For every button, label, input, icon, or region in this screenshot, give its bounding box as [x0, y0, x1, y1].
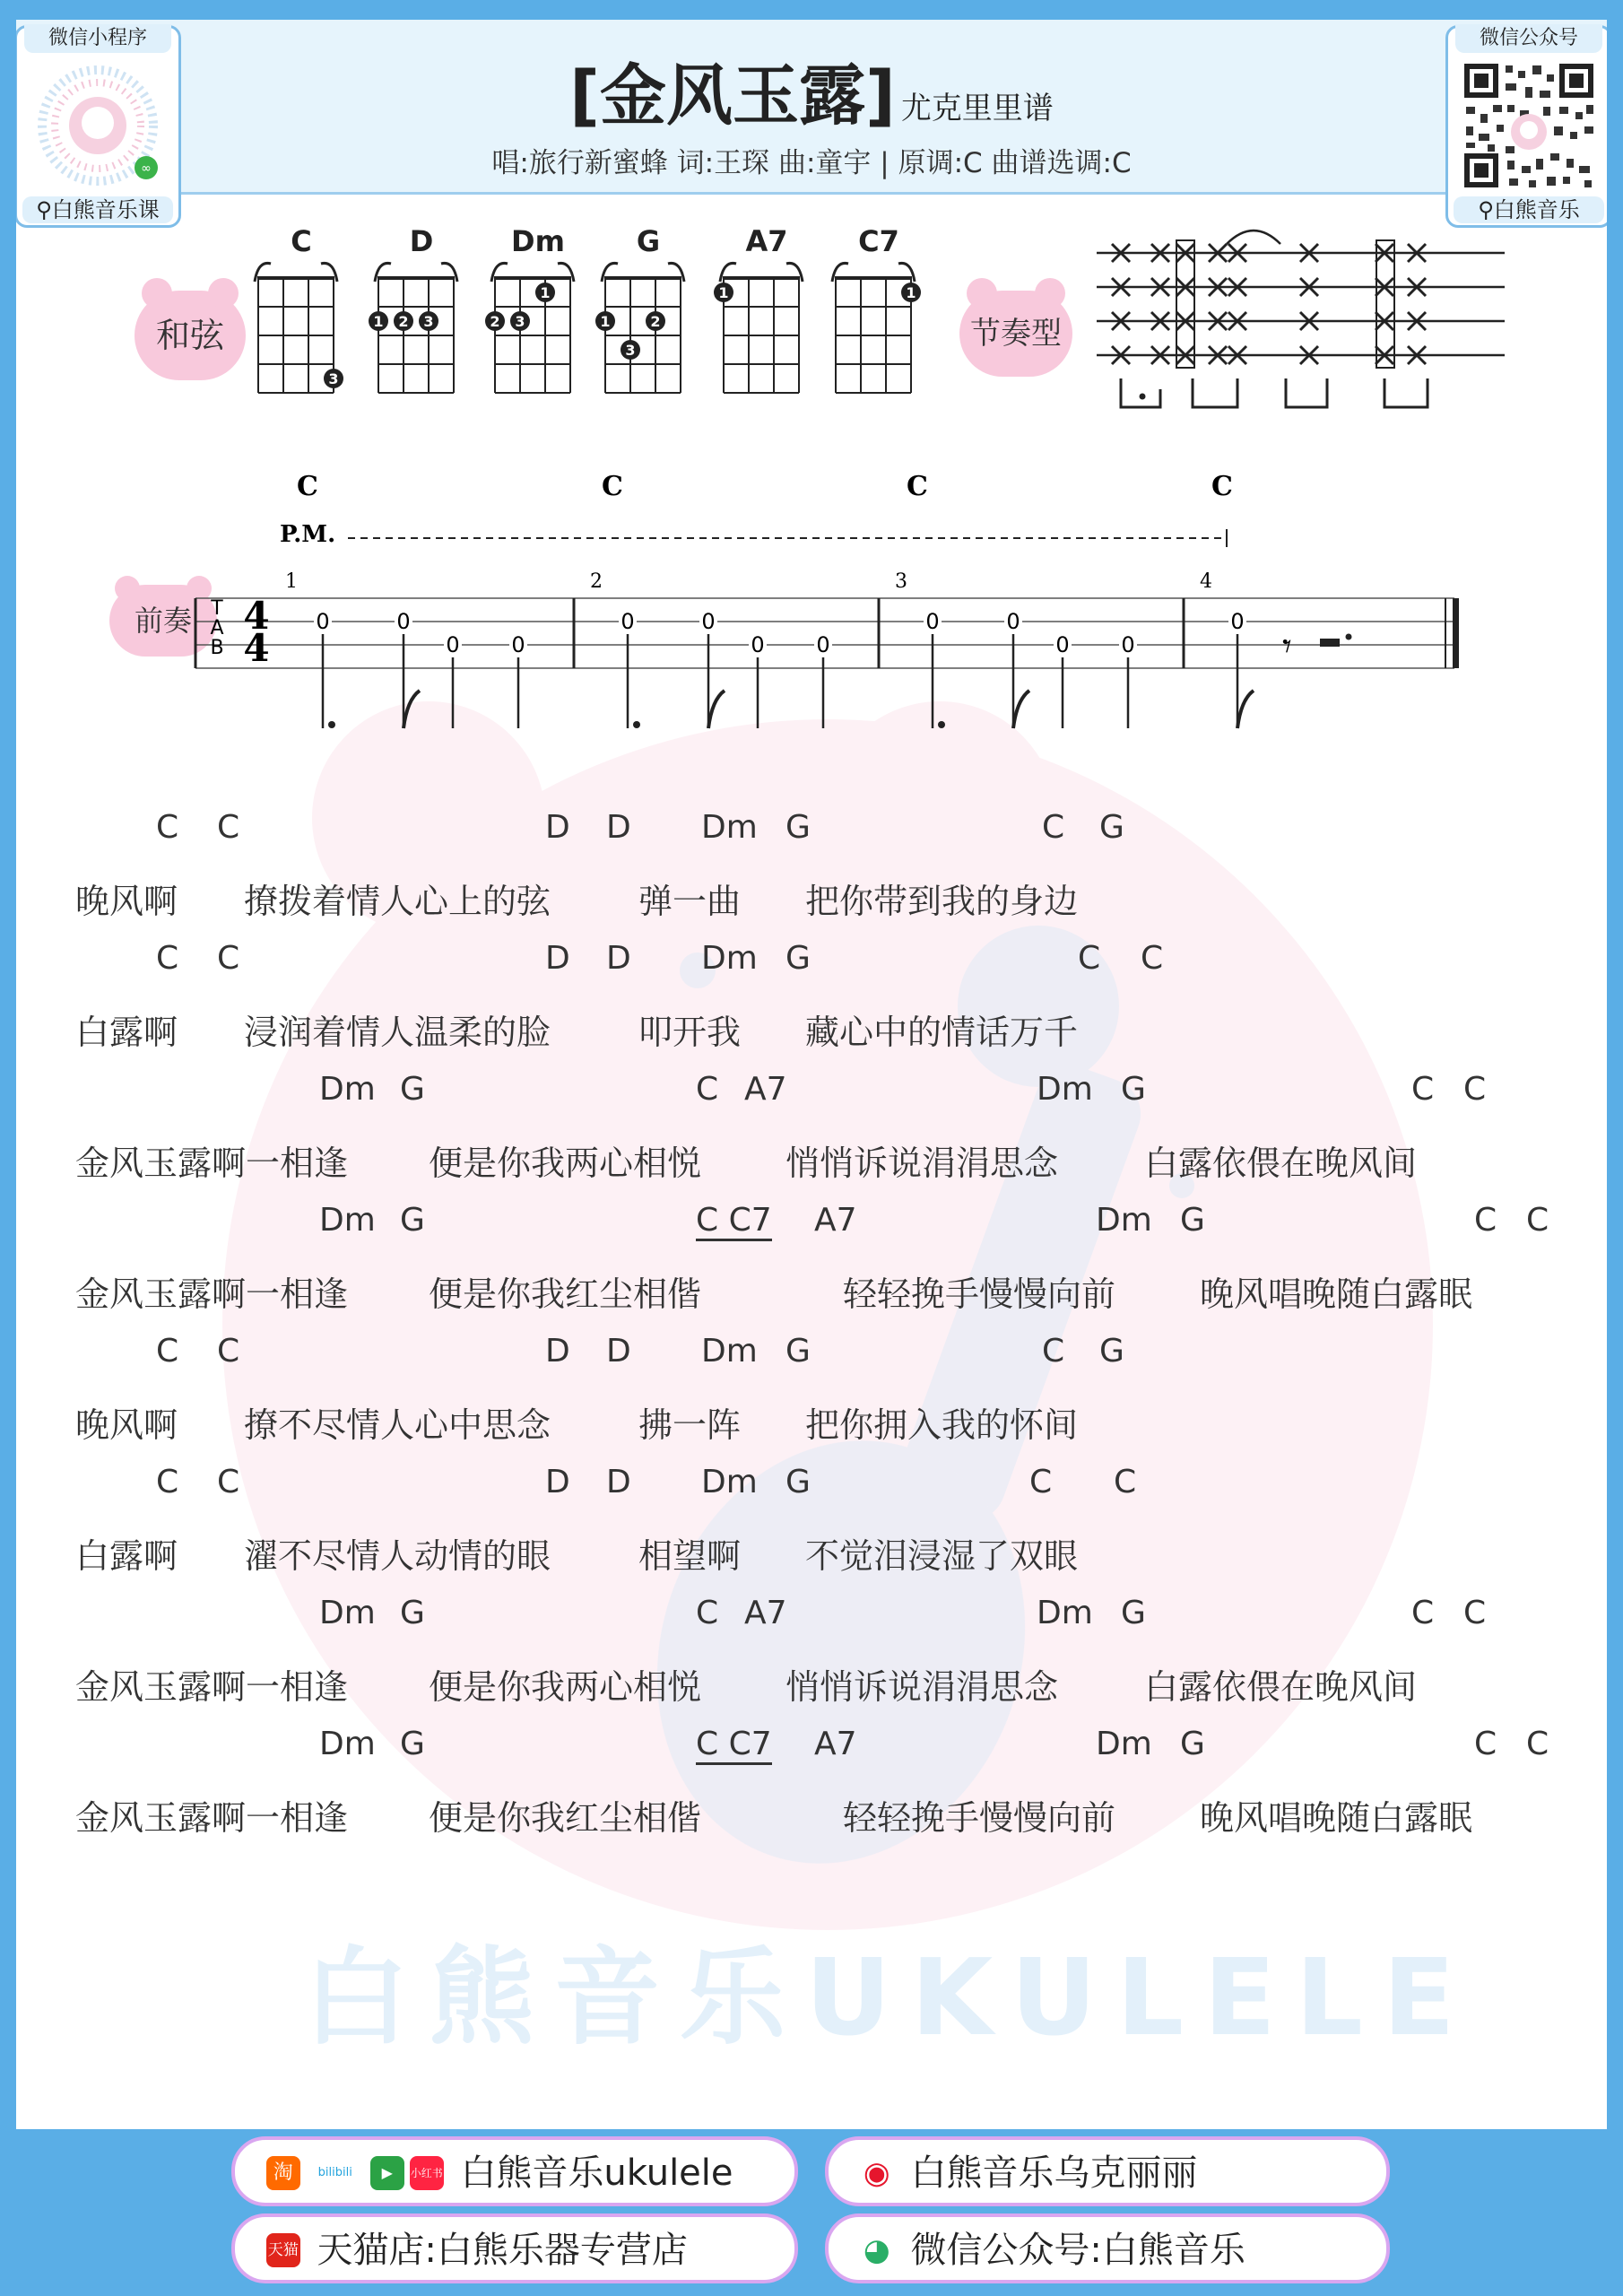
song-chord: C	[1474, 1202, 1497, 1239]
intro-chord: C	[907, 471, 928, 502]
song-chord: C	[1114, 1464, 1137, 1500]
song-chord: D	[545, 1333, 570, 1370]
song-chord: A7	[744, 1595, 787, 1631]
chord-diagram	[825, 255, 925, 398]
bear-ear	[967, 278, 997, 309]
song-chord: Dm	[1037, 1071, 1093, 1108]
social-link-weibo[interactable]: ◉ 白熊音乐乌克丽丽	[825, 2136, 1390, 2206]
svg-text:3: 3	[515, 313, 525, 330]
qr-code-icon	[1461, 60, 1597, 191]
song-chord: C	[217, 1333, 240, 1370]
song-chord: C	[156, 1333, 179, 1370]
bear-ear	[142, 278, 172, 309]
chord-diagram	[368, 255, 468, 398]
song-chord: G	[1099, 1333, 1124, 1370]
svg-text:2: 2	[490, 313, 500, 330]
header	[16, 20, 1607, 195]
svg-text:1: 1	[906, 284, 916, 301]
song-chord: C	[696, 1595, 719, 1631]
footer	[0, 2135, 1623, 2296]
song-chord: Dm	[1096, 1726, 1152, 1762]
song-chord: D	[606, 809, 631, 846]
lyric-phrase: 白露依偎在晚风间	[1144, 1144, 1418, 1183]
intro-label: 前奏	[109, 585, 217, 657]
lyric-phrase: 便是你我两心相悦	[429, 1667, 702, 1707]
lyric-phrase: 金风玉露啊一相逢	[75, 1144, 349, 1183]
search-icon: ⚲	[36, 197, 52, 222]
lyric-phrase: 不觉泪浸湿了双眼	[805, 1536, 1079, 1576]
tab-fret-number: 0	[701, 609, 716, 634]
song-chord: D	[545, 940, 570, 977]
intro-chord: C	[1211, 471, 1233, 502]
lyric-phrase: 便是你我两心相悦	[429, 1144, 702, 1183]
lyric-phrase: 轻轻挽手慢慢向前	[843, 1798, 1116, 1838]
song-chord: C C7	[696, 1726, 772, 1765]
qr-card-footer: ⚲白熊音乐课	[22, 196, 173, 223]
tab-fret-number: 0	[1006, 609, 1020, 634]
social-link-tmall[interactable]: 天猫 天猫店:白熊乐器专营店	[231, 2213, 798, 2283]
song-chord: G	[400, 1202, 425, 1239]
svg-text:3: 3	[423, 313, 434, 330]
lyric-phrase: 相望啊	[638, 1536, 742, 1576]
song-chord: D	[606, 940, 631, 977]
song-chord: C	[156, 809, 179, 846]
lyric-phrase: 晚风啊	[75, 882, 178, 921]
bilibili-icon: bilibili	[306, 2156, 365, 2190]
lyric-phrase: 撩不尽情人心中思念	[244, 1405, 551, 1445]
chord-diagram	[247, 255, 348, 398]
song-chord: C	[1042, 809, 1065, 846]
lyric-phrase: 藏心中的情话万千	[805, 1013, 1079, 1052]
lyric-phrase: 轻轻挽手慢慢向前	[843, 1274, 1116, 1314]
chord-name: A7	[745, 224, 788, 258]
song-chord: C	[1463, 1595, 1487, 1631]
song-chord: Dm	[319, 1726, 376, 1762]
chord-name: G	[636, 224, 661, 258]
tab-letter: T	[211, 597, 223, 620]
lyric-phrase: 金风玉露啊一相逢	[75, 1798, 349, 1838]
intro-chord: C	[602, 471, 623, 502]
chord-diagram	[595, 255, 695, 398]
lyric-phrase: 便是你我红尘相偕	[429, 1798, 702, 1838]
social-link-ukulele[interactable]: 淘 bilibili ▶ 小红书 白熊音乐ukulele	[231, 2136, 798, 2206]
song-chord: Dm	[1096, 1202, 1152, 1239]
lyric-phrase: 晚风啊	[75, 1405, 178, 1445]
svg-text:2: 2	[650, 313, 661, 330]
song-chord: C	[1411, 1595, 1435, 1631]
tab-fret-number: 0	[621, 609, 635, 634]
song-chord: C	[1141, 940, 1164, 977]
chord-name: C7	[858, 224, 899, 258]
song-chord: D	[606, 1464, 631, 1500]
song-chord: C	[1526, 1202, 1549, 1239]
tab-fret-number: 0	[396, 609, 411, 634]
song-chord: C	[1042, 1333, 1065, 1370]
half-rest-icon	[1320, 639, 1340, 647]
tab-fret-number: 0	[751, 632, 765, 657]
song-chord: G	[1121, 1071, 1146, 1108]
page-title: [金风玉露]	[569, 57, 896, 135]
song-chord: C	[217, 940, 240, 977]
song-chord: C	[1463, 1071, 1487, 1108]
song-chord: C	[1078, 940, 1101, 977]
svg-text:1: 1	[600, 313, 611, 330]
lyric-phrase: 把你带到我的身边	[805, 882, 1079, 921]
tab-fret-number: 0	[446, 632, 460, 657]
wechat-icon: ◕	[860, 2233, 894, 2267]
lyric-phrase: 悄悄诉说涓涓思念	[785, 1144, 1059, 1183]
song-chord: C	[1526, 1726, 1549, 1762]
song-chord: G	[1180, 1726, 1205, 1762]
song-chord: Dm	[319, 1071, 376, 1108]
measure-number: 2	[590, 570, 603, 593]
svg-text:∞: ∞	[141, 161, 152, 176]
song-chord: C	[156, 940, 179, 977]
lyric-phrase: 白露依偎在晚风间	[1144, 1667, 1418, 1707]
song-chord: Dm	[1037, 1595, 1093, 1631]
measure-number: 1	[285, 570, 298, 593]
song-chord: G	[785, 1464, 811, 1500]
song-chord: G	[400, 1071, 425, 1108]
lyric-phrase: 拂一阵	[638, 1405, 742, 1445]
svg-text:1: 1	[373, 313, 384, 330]
lyric-phrase: 白露啊	[75, 1013, 178, 1052]
song-chord: Dm	[319, 1595, 376, 1631]
song-chord: A7	[814, 1202, 857, 1239]
song-chord: G	[785, 809, 811, 846]
watermark: 白熊音乐UKULELE	[303, 1935, 1475, 2059]
measure-number: 4	[1200, 570, 1212, 593]
qr-card-header: 微信小程序	[24, 24, 171, 53]
chord-name: C	[291, 224, 312, 258]
rhythm-section-label: 节奏型	[959, 291, 1072, 377]
time-signature: 4	[243, 626, 270, 670]
official-account-qr-card[interactable]	[1445, 25, 1607, 228]
song-chord: G	[785, 940, 811, 977]
tab-letter: B	[210, 637, 224, 659]
song-chord: Dm	[319, 1202, 376, 1239]
social-link-wechat[interactable]: ◕ 微信公众号:白熊音乐	[825, 2213, 1390, 2283]
title-line	[16, 43, 1607, 138]
tab-fret-number: 0	[816, 632, 830, 657]
lyric-phrase: 把你拥入我的怀间	[805, 1405, 1079, 1445]
song-chord: A7	[744, 1071, 787, 1108]
lyric-phrase: 悄悄诉说涓涓思念	[785, 1667, 1059, 1707]
song-chord: A7	[814, 1726, 857, 1762]
svg-text:3: 3	[328, 370, 339, 387]
song-meta: 唱:旅行新蜜蜂 词:王琛 曲:童宇 | 原调:C 曲谱选调:C	[491, 147, 1132, 179]
svg-text:2: 2	[398, 313, 409, 330]
mini-program-qr-card[interactable]	[16, 25, 181, 228]
bear-ear	[1035, 278, 1065, 309]
time-signature: 4	[243, 594, 270, 638]
song-chord: C	[217, 809, 240, 846]
lyric-phrase: 弹一曲	[638, 882, 742, 921]
song-chord: C	[1474, 1726, 1497, 1762]
chord-section-label: 和弦	[135, 291, 246, 380]
tab-fret-number: 0	[925, 609, 940, 634]
chord-name: D	[409, 224, 434, 258]
palm-mute-label: P.M.	[280, 521, 336, 548]
tmall-icon: 天猫	[266, 2233, 300, 2267]
xiaohongshu-icon: 小红书	[410, 2156, 444, 2190]
search-icon: ⚲	[1478, 197, 1494, 222]
song-chord: Dm	[701, 809, 758, 846]
intro-tablature	[16, 459, 1607, 755]
song-chord: G	[1121, 1595, 1146, 1631]
song-chord: D	[606, 1333, 631, 1370]
qr-card-header: 微信公众号	[1455, 24, 1602, 53]
svg-text:3: 3	[625, 342, 636, 359]
song-chord: G	[1180, 1202, 1205, 1239]
lyric-phrase: 叩开我	[638, 1013, 742, 1052]
title-subtitle: 尤克里里谱	[900, 91, 1054, 126]
measure-number: 3	[895, 570, 907, 593]
bear-ear	[208, 278, 239, 309]
song-chord: G	[785, 1333, 811, 1370]
svg-text:1: 1	[718, 284, 729, 301]
song-chord: D	[545, 809, 570, 846]
weibo-icon: ◉	[860, 2156, 894, 2190]
song-chord: C C7	[696, 1202, 772, 1241]
mini-program-code-icon	[30, 60, 166, 191]
chord-name: Dm	[511, 224, 565, 258]
song-chord: G	[1099, 809, 1124, 846]
video-play-icon: ▶	[370, 2156, 404, 2190]
lyric-phrase: 金风玉露啊一相逢	[75, 1667, 349, 1707]
song-chord: C	[1029, 1464, 1053, 1500]
lyric-phrase: 浸润着情人温柔的脸	[244, 1013, 551, 1052]
rhythm-pattern-diagram	[1092, 208, 1514, 423]
lyric-phrase: 撩拨着情人心上的弦	[244, 882, 551, 921]
eighth-rest-icon: 𝄾	[1282, 626, 1292, 667]
svg-text:1: 1	[540, 284, 551, 301]
song-chord: C	[217, 1464, 240, 1500]
tab-letter: A	[210, 617, 224, 639]
tab-fret-number: 0	[1121, 632, 1135, 657]
tab-fret-number: 0	[316, 609, 330, 634]
lyric-phrase: 金风玉露啊一相逢	[75, 1274, 349, 1314]
song-chord: G	[400, 1726, 425, 1762]
score-sheet	[16, 20, 1607, 2129]
song-chord: G	[400, 1595, 425, 1631]
lyric-phrase: 晚风唱晚随白露眠	[1200, 1798, 1473, 1838]
song-chord: C	[156, 1464, 179, 1500]
tab-fret-number: 0	[1055, 632, 1070, 657]
song-chord: D	[545, 1464, 570, 1500]
lyric-phrase: 濯不尽情人动情的眼	[244, 1536, 551, 1576]
qr-card-footer: ⚲白熊音乐	[1454, 196, 1604, 223]
song-chord: Dm	[701, 1333, 758, 1370]
intro-chord: C	[297, 471, 318, 502]
song-chord: Dm	[701, 1464, 758, 1500]
lyric-phrase: 晚风唱晚随白露眠	[1200, 1274, 1473, 1314]
tab-fret-number: 0	[511, 632, 525, 657]
taobao-icon: 淘	[266, 2156, 300, 2190]
song-chord: Dm	[701, 940, 758, 977]
lyric-phrase: 白露啊	[75, 1536, 178, 1576]
tab-fret-number: 0	[1230, 609, 1245, 634]
chord-diagram	[484, 255, 585, 398]
song-chord: C	[696, 1071, 719, 1108]
chord-diagram	[713, 255, 813, 398]
song-chord: C	[1411, 1071, 1435, 1108]
lyric-phrase: 便是你我红尘相偕	[429, 1274, 702, 1314]
